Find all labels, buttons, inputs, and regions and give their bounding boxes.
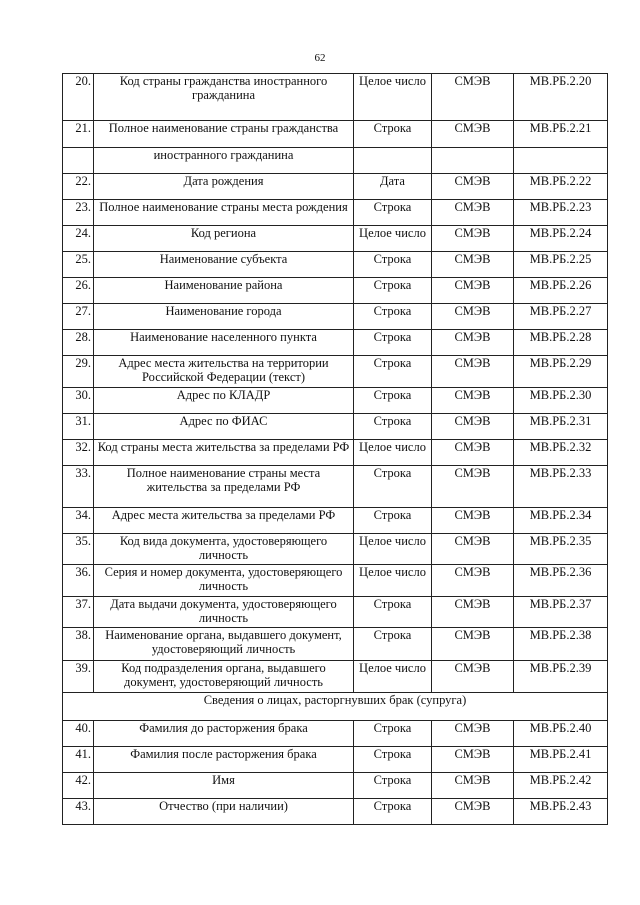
field-source: СМЭВ (432, 661, 514, 693)
table-row (63, 773, 608, 799)
field-source: СМЭВ (432, 628, 514, 661)
row-number: 22. (63, 174, 94, 200)
row-number: 35. (63, 534, 94, 565)
table-row (63, 200, 608, 226)
section-title: Сведения о лицах, расторгнувших брак (супруга) (63, 693, 608, 721)
field-name: Код страны гражданства иностранного гражданина (94, 74, 354, 121)
table-row (63, 304, 608, 330)
field-type: Строка (354, 747, 432, 773)
field-code: МВ.РБ.2.32 (514, 440, 608, 466)
field-code: МВ.РБ.2.21 (514, 121, 608, 148)
field-code: МВ.РБ.2.22 (514, 174, 608, 200)
row-number: 27. (63, 304, 94, 330)
field-name: Наименование органа, выдавшего документ, удостоверяющий личность (94, 628, 354, 661)
field-type: Строка (354, 773, 432, 799)
row-number: 20. (63, 74, 94, 121)
field-name: Наименование района (94, 278, 354, 304)
row-number: 34. (63, 508, 94, 534)
table-body (63, 74, 608, 825)
table-row (63, 74, 608, 121)
table-row (63, 628, 608, 661)
field-type-empty (354, 148, 432, 174)
field-type: Строка (354, 508, 432, 534)
field-code: МВ.РБ.2.35 (514, 534, 608, 565)
row-number: 38. (63, 628, 94, 661)
row-number: 41. (63, 747, 94, 773)
field-code: МВ.РБ.2.33 (514, 466, 608, 508)
table-row (63, 226, 608, 252)
field-type: Целое число (354, 534, 432, 565)
field-code: МВ.РБ.2.25 (514, 252, 608, 278)
field-source: СМЭВ (432, 721, 514, 747)
table-row (63, 414, 608, 440)
table-row (63, 534, 608, 565)
field-name: Полное наименование страны места жительства за пределами РФ (94, 466, 354, 508)
field-type: Строка (354, 721, 432, 747)
field-name: Фамилия до расторжения брака (94, 721, 354, 747)
field-type: Целое число (354, 74, 432, 121)
field-type: Дата (354, 174, 432, 200)
field-source: СМЭВ (432, 747, 514, 773)
field-name: Адрес места жительства за пределами РФ (94, 508, 354, 534)
table-row (63, 356, 608, 388)
field-source: СМЭВ (432, 414, 514, 440)
field-code: МВ.РБ.2.38 (514, 628, 608, 661)
row-number: 33. (63, 466, 94, 508)
field-name: Дата рождения (94, 174, 354, 200)
field-source: СМЭВ (432, 278, 514, 304)
field-code: МВ.РБ.2.26 (514, 278, 608, 304)
field-name: Код региона (94, 226, 354, 252)
field-type: Строка (354, 252, 432, 278)
field-name: Адрес места жительства на территории Российской Федерации (текст) (94, 356, 354, 388)
field-name: Наименование субъекта (94, 252, 354, 278)
field-code: МВ.РБ.2.36 (514, 565, 608, 597)
table-row (63, 661, 608, 693)
field-type: Целое число (354, 661, 432, 693)
row-number: 42. (63, 773, 94, 799)
row-number: 30. (63, 388, 94, 414)
row-number: 37. (63, 597, 94, 628)
data-table (62, 73, 608, 825)
field-source: СМЭВ (432, 226, 514, 252)
table-row (63, 508, 608, 534)
field-source: СМЭВ (432, 565, 514, 597)
field-code: МВ.РБ.2.42 (514, 773, 608, 799)
field-name: Полное наименование страны места рождения (94, 200, 354, 226)
row-number: 21. (63, 121, 94, 148)
field-code: МВ.РБ.2.20 (514, 74, 608, 121)
field-type: Целое число (354, 226, 432, 252)
field-source: СМЭВ (432, 330, 514, 356)
field-source-empty (432, 148, 514, 174)
row-number: 29. (63, 356, 94, 388)
row-number: 26. (63, 278, 94, 304)
field-name: Имя (94, 773, 354, 799)
field-type: Целое число (354, 565, 432, 597)
row-number: 40. (63, 721, 94, 747)
field-source: СМЭВ (432, 304, 514, 330)
field-type: Строка (354, 356, 432, 388)
field-code: МВ.РБ.2.40 (514, 721, 608, 747)
field-type: Строка (354, 200, 432, 226)
field-name: Серия и номер документа, удостоверяющего личность (94, 565, 354, 597)
field-type: Строка (354, 304, 432, 330)
field-code: МВ.РБ.2.24 (514, 226, 608, 252)
row-number: 28. (63, 330, 94, 356)
field-source: СМЭВ (432, 74, 514, 121)
field-code: МВ.РБ.2.37 (514, 597, 608, 628)
field-type: Строка (354, 597, 432, 628)
field-name: Наименование города (94, 304, 354, 330)
field-type: Целое число (354, 440, 432, 466)
table-row (63, 252, 608, 278)
field-type: Строка (354, 799, 432, 825)
field-name: Наименование населенного пункта (94, 330, 354, 356)
field-source: СМЭВ (432, 440, 514, 466)
continuation-row (63, 148, 608, 174)
row-number: 43. (63, 799, 94, 825)
field-name: Полное наименование страны гражданства (94, 121, 354, 148)
table-row (63, 799, 608, 825)
field-code: МВ.РБ.2.27 (514, 304, 608, 330)
field-source: СМЭВ (432, 508, 514, 534)
field-name-continuation: иностранного гражданина (94, 148, 354, 174)
row-number: 39. (63, 661, 94, 693)
table-row (63, 565, 608, 597)
field-source: СМЭВ (432, 597, 514, 628)
field-code: МВ.РБ.2.43 (514, 799, 608, 825)
field-name: Код страны места жительства за пределами РФ (94, 440, 354, 466)
row-number: 31. (63, 414, 94, 440)
field-name: Код вида документа, удостоверяющего личность (94, 534, 354, 565)
field-code: МВ.РБ.2.41 (514, 747, 608, 773)
field-code: МВ.РБ.2.34 (514, 508, 608, 534)
section-header-row (63, 693, 608, 721)
table-row (63, 721, 608, 747)
row-number: 24. (63, 226, 94, 252)
table-row (63, 121, 608, 148)
table-row (63, 466, 608, 508)
field-code: МВ.РБ.2.31 (514, 414, 608, 440)
page-number: 62 (314, 52, 326, 64)
table-row (63, 174, 608, 200)
field-name: Код подразделения органа, выдавшего документ, удостоверяющий личность (94, 661, 354, 693)
field-name: Дата выдачи документа, удостоверяющего личность (94, 597, 354, 628)
field-source: СМЭВ (432, 799, 514, 825)
field-type: Строка (354, 330, 432, 356)
field-code-empty (514, 148, 608, 174)
field-name: Адрес по КЛАДР (94, 388, 354, 414)
field-source: СМЭВ (432, 534, 514, 565)
field-code: МВ.РБ.2.39 (514, 661, 608, 693)
field-type: Строка (354, 466, 432, 508)
table-row (63, 440, 608, 466)
field-type: Строка (354, 121, 432, 148)
table-row (63, 388, 608, 414)
field-source: СМЭВ (432, 252, 514, 278)
field-code: МВ.РБ.2.29 (514, 356, 608, 388)
field-name: Адрес по ФИАС (94, 414, 354, 440)
field-type: Строка (354, 414, 432, 440)
field-source: СМЭВ (432, 121, 514, 148)
row-number: 23. (63, 200, 94, 226)
field-type: Строка (354, 278, 432, 304)
field-code: МВ.РБ.2.30 (514, 388, 608, 414)
field-type: Строка (354, 628, 432, 661)
field-source: СМЭВ (432, 356, 514, 388)
row-number-empty (63, 148, 94, 174)
table-row (63, 330, 608, 356)
table-row (63, 597, 608, 628)
row-number: 36. (63, 565, 94, 597)
field-source: СМЭВ (432, 773, 514, 799)
field-source: СМЭВ (432, 174, 514, 200)
field-code: МВ.РБ.2.23 (514, 200, 608, 226)
field-name: Фамилия после расторжения брака (94, 747, 354, 773)
row-number: 32. (63, 440, 94, 466)
field-name: Отчество (при наличии) (94, 799, 354, 825)
table-row (63, 278, 608, 304)
field-source: СМЭВ (432, 466, 514, 508)
field-source: СМЭВ (432, 388, 514, 414)
field-type: Строка (354, 388, 432, 414)
table-row (63, 747, 608, 773)
row-number: 25. (63, 252, 94, 278)
field-code: МВ.РБ.2.28 (514, 330, 608, 356)
field-source: СМЭВ (432, 200, 514, 226)
